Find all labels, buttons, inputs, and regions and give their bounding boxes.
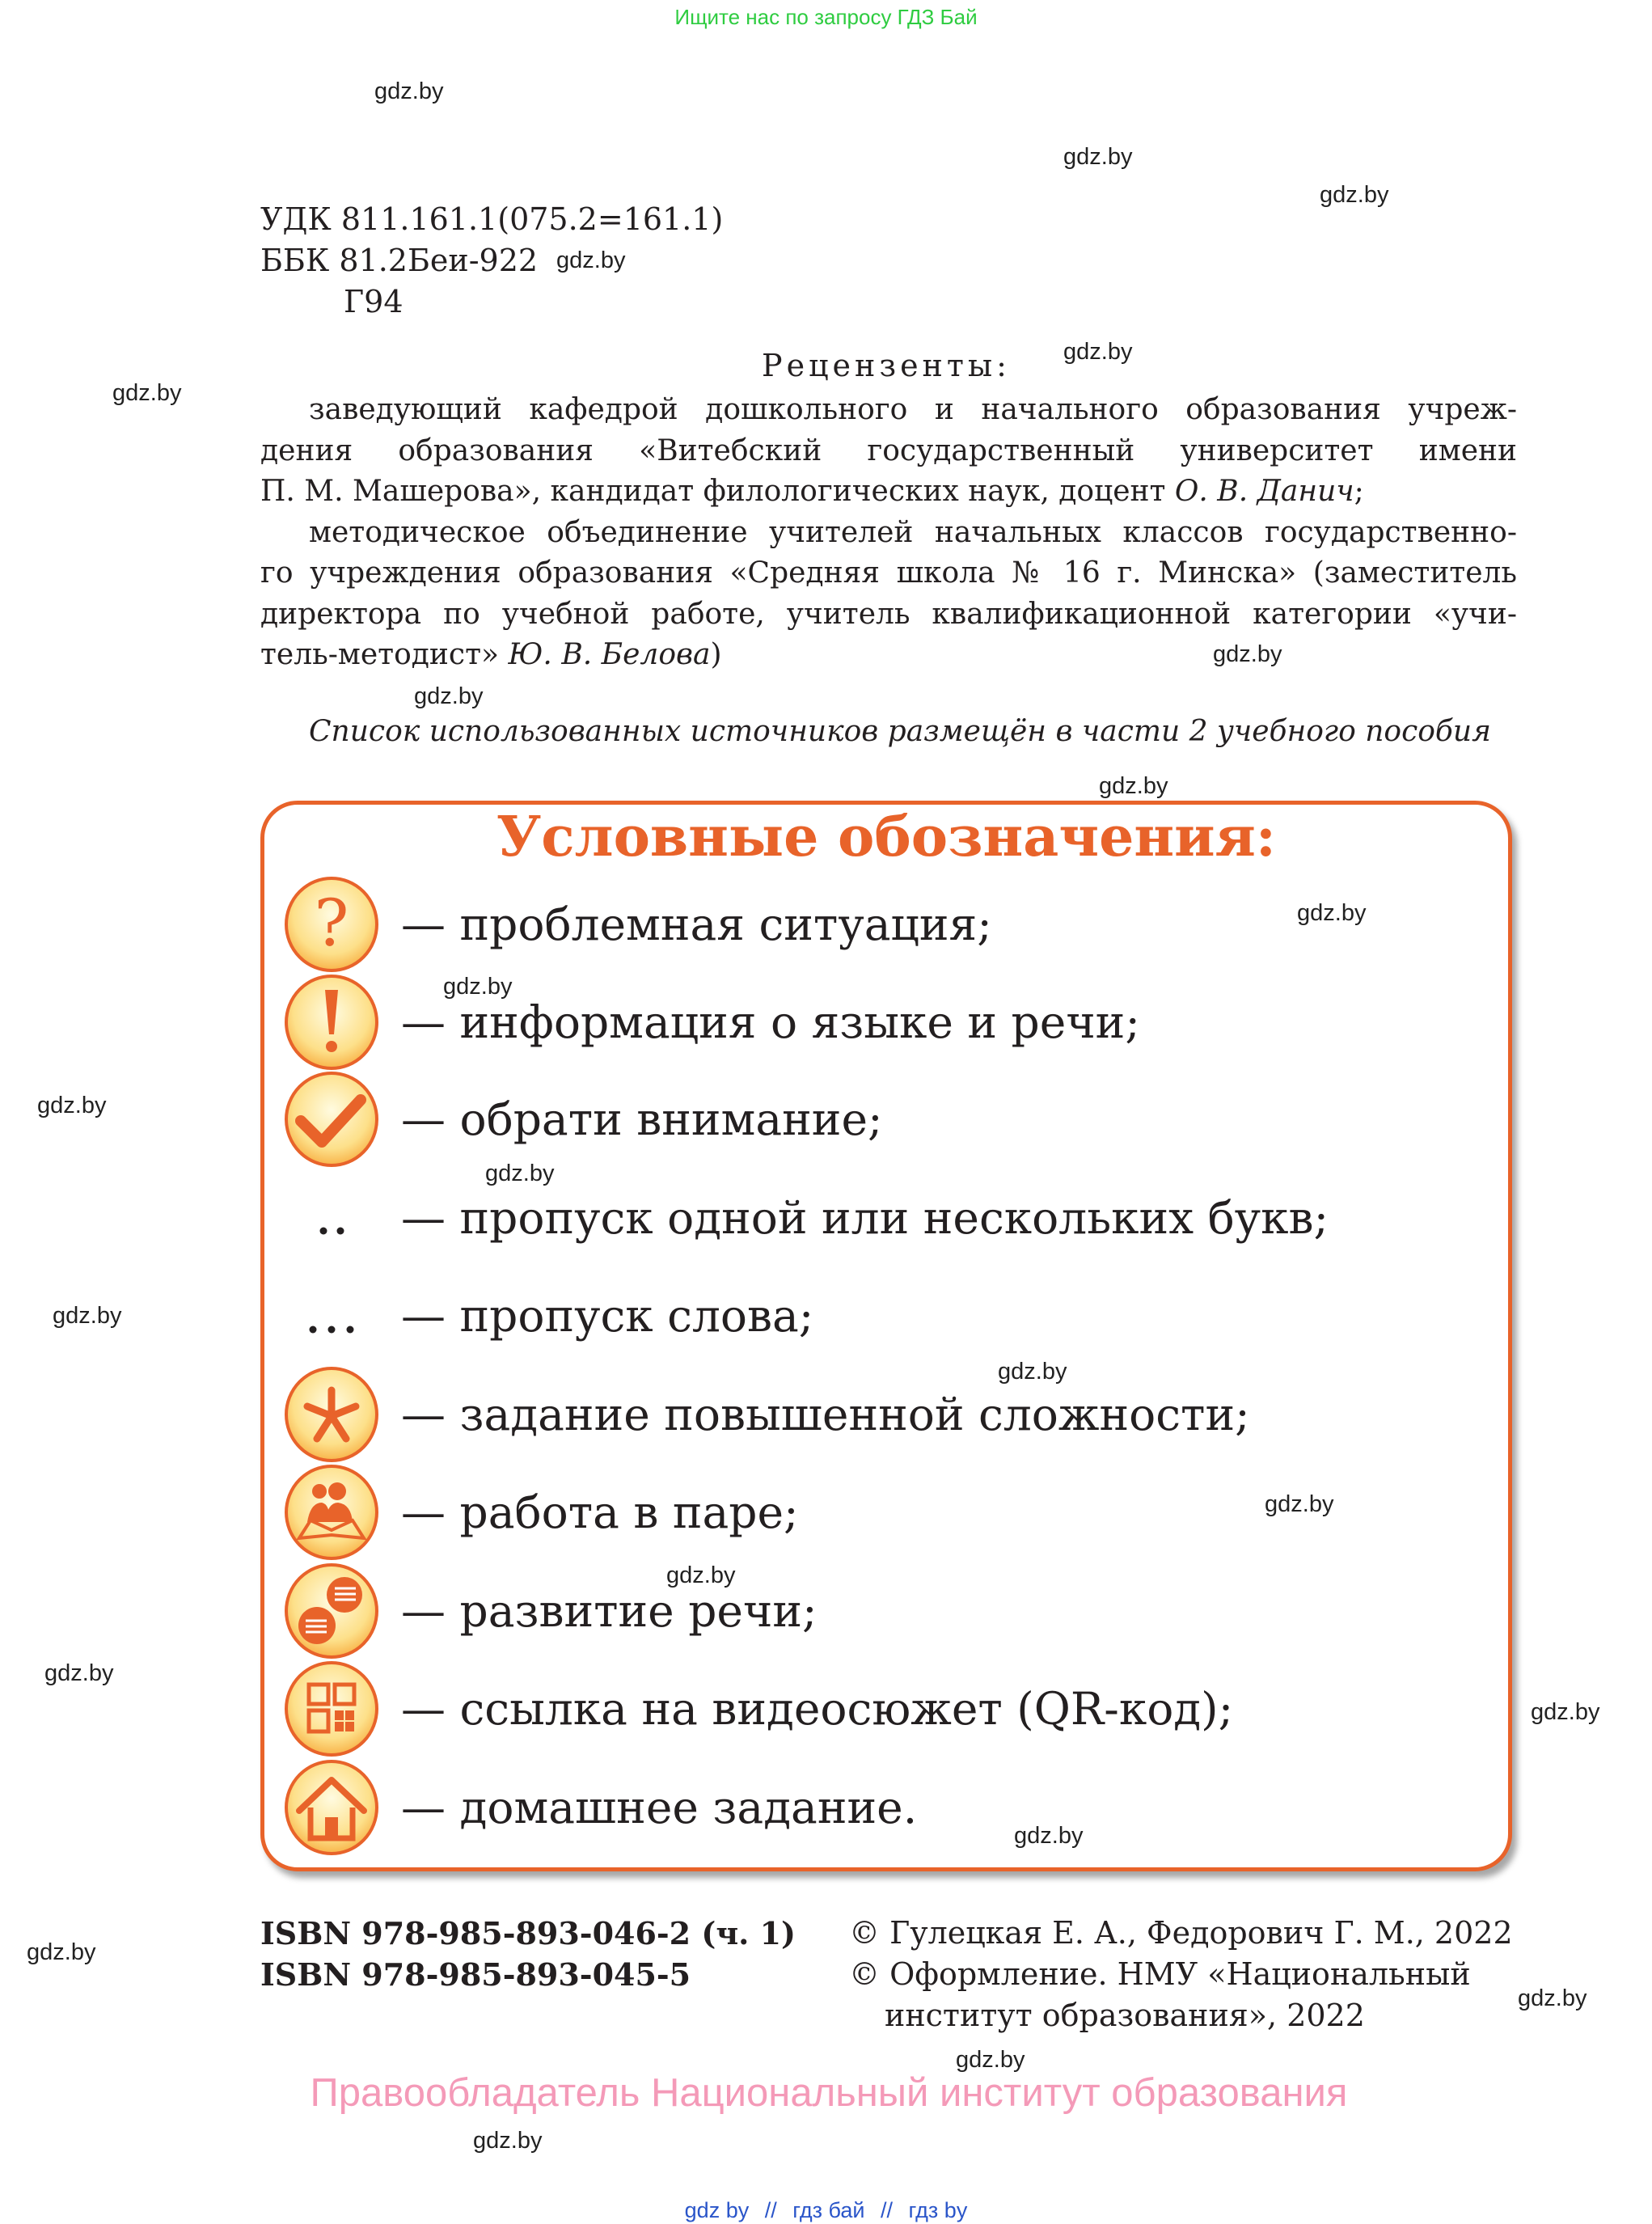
search-hint: Ищите нас по запросу ГДЗ Бай: [674, 5, 978, 29]
legend-label: — обрати внимание;: [401, 1093, 883, 1145]
legend-item: [283, 1267, 813, 1364]
legend-item: [283, 1366, 1250, 1463]
legend-label: — развитие речи;: [401, 1585, 818, 1637]
watermark: gdz.by: [956, 2047, 1025, 2073]
legend-title: Условные обозначения:: [496, 805, 1276, 869]
question-icon: [283, 876, 380, 973]
watermark: gdz.by: [112, 380, 182, 406]
legend-label: — ссылка на видеосюжет (QR-код);: [401, 1683, 1234, 1735]
legend-item: [283, 1660, 1233, 1757]
watermark: gdz.by: [1063, 144, 1133, 170]
legend-label: — пропуск одной или нескольких букв;: [401, 1192, 1329, 1244]
svg-text:?: ?: [314, 886, 349, 961]
three-dots-icon: [283, 1267, 380, 1364]
qr-code-icon: [283, 1660, 380, 1757]
watermark: gdz.by: [443, 974, 513, 1000]
reviewer-name: О. В. Данич: [1174, 475, 1354, 508]
watermark: gdz.by: [374, 78, 444, 104]
house-icon: [283, 1759, 380, 1856]
legend-label: — домашнее задание.: [401, 1782, 918, 1833]
watermark: gdz.by: [556, 247, 626, 273]
watermark: gdz.by: [53, 1303, 122, 1329]
watermark: gdz.by: [44, 1660, 114, 1686]
copyright-design: © Оформление. НМУ «Национальный: [849, 1956, 1471, 1992]
pair-work-icon: [283, 1464, 380, 1561]
watermark: gdz.by: [1518, 1985, 1587, 2011]
legend-item: [283, 1169, 1329, 1266]
reviewer-line-text: П. М. Машерова», кандидат филологических наук, доцент: [260, 475, 1175, 508]
footer-links: [0, 2198, 1652, 2223]
bbk-code: ББК 81.2Беи-922: [260, 243, 539, 278]
watermark: gdz.by: [414, 683, 484, 709]
exclamation-icon: [283, 974, 380, 1071]
separator: //: [881, 2198, 894, 2222]
copyright-design-cont: институт образования», 2022: [885, 1998, 1365, 2033]
legend-item: [283, 1071, 883, 1168]
reviewer-line: [260, 471, 1517, 513]
isbn-block: [260, 1913, 796, 1995]
watermark: gdz.by: [1265, 1491, 1334, 1517]
legend-label: — задание повышенной сложности;: [401, 1389, 1250, 1440]
watermark: gdz.by: [1213, 641, 1282, 667]
copyright-block: [849, 1913, 1513, 2036]
watermark: gdz.by: [473, 2128, 543, 2154]
reviewer-line: методическое объединение учителей начальных классов государственно-: [309, 515, 1517, 549]
sources-note: Список использованных источников размещён в части 2 учебного пособия: [309, 715, 1491, 748]
legend-label: — информация о языке и речи;: [401, 996, 1140, 1048]
watermark: gdz.by: [998, 1359, 1067, 1385]
punctuation: ;: [1354, 475, 1364, 508]
watermark: gdz.by: [666, 1562, 736, 1588]
reviewer-line: заведующий кафедрой дошкольного и начального образования учреж-: [309, 393, 1517, 426]
watermark: gdz.by: [1320, 182, 1389, 208]
legend-label: — проблемная ситуация;: [401, 898, 992, 950]
asterisk-icon: [283, 1366, 380, 1463]
footer-link-gdz-by-2[interactable]: гдз by: [908, 2198, 968, 2222]
reviewers-text: [260, 390, 1517, 676]
reviewer-name: Ю. В. Белова: [508, 638, 711, 671]
checkmark-icon: [283, 1071, 380, 1168]
reviewer-line: го учреждения образования «Средняя школа № 16 г. Минска» (заместитель: [260, 556, 1517, 590]
legend-item: [283, 876, 992, 973]
legend-label: — пропуск слова;: [401, 1290, 814, 1342]
watermark: gdz.by: [1297, 900, 1367, 926]
watermark: gdz.by: [1063, 339, 1133, 365]
reviewer-line-text: тель-методист»: [260, 638, 509, 671]
legend-label: — работа в паре;: [401, 1486, 799, 1538]
legend-item: [283, 1464, 799, 1561]
watermark: gdz.by: [37, 1093, 107, 1118]
author-code: Г94: [344, 284, 403, 319]
rights-holder-note: Правообладатель Национальный институт образования: [310, 2071, 1348, 2115]
watermark: gdz.by: [1014, 1823, 1084, 1849]
watermark: gdz.by: [1099, 773, 1168, 799]
reviewer-line: дения образования «Витебский государственный университет имени: [260, 433, 1517, 467]
watermark: gdz.by: [485, 1161, 555, 1186]
separator: //: [764, 2198, 777, 2222]
speech-bubbles-icon: [283, 1562, 380, 1660]
isbn-part1: ISBN 978-985-893-046-2 (ч. 1): [260, 1915, 796, 1951]
reviewer-line: [260, 635, 1517, 676]
udk-code: УДК 811.161.1(075.2=161.1): [260, 201, 724, 237]
watermark: gdz.by: [1531, 1699, 1600, 1725]
footer-link-gdz-by[interactable]: gdz by: [684, 2198, 750, 2222]
reviewers-title: Рецензенты:: [762, 348, 1011, 383]
legend-item: [283, 1562, 818, 1660]
watermark: gdz.by: [27, 1939, 96, 1965]
footer-link-gdz-bai[interactable]: гдз бай: [792, 2198, 865, 2222]
reviewer-line: директора по учебной работе, учитель квалификационной категории «учи-: [260, 597, 1517, 631]
legend-item: [283, 974, 1140, 1071]
two-dots-icon: [283, 1169, 380, 1266]
copyright-authors: © Гулецкая Е. А., Федорович Г. М., 2022: [849, 1915, 1513, 1951]
legend-item: [283, 1759, 917, 1856]
punctuation: ): [710, 638, 722, 671]
isbn-set: ISBN 978-985-893-045-5: [260, 1956, 691, 1993]
